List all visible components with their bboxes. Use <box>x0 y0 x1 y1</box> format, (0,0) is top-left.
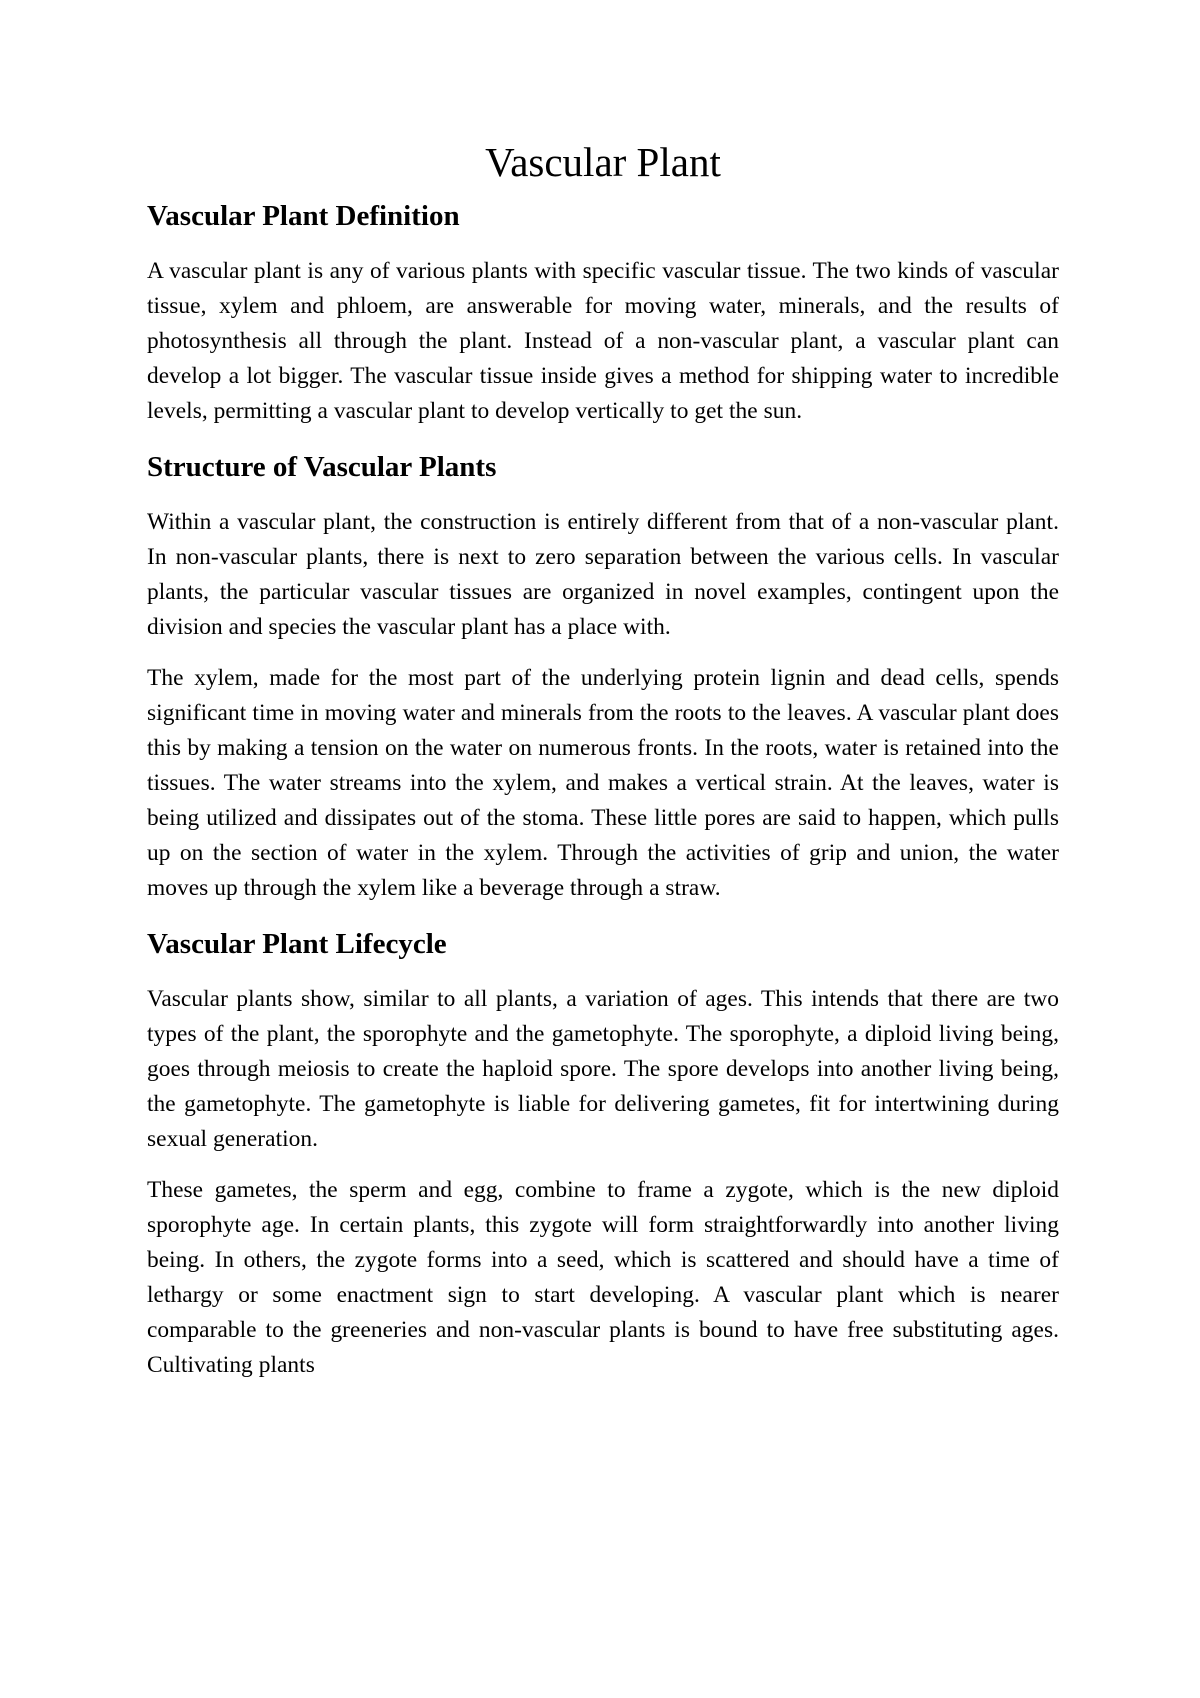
section-heading: Structure of Vascular Plants <box>147 451 497 483</box>
paragraph: Within a vascular plant, the construction is entirely different from that of a non-vascular plant. In non-vascular plants, there is next to zero separation between the various cells. In vascular plants, the particular vascular tissues are organized in novel examples, contingent upon the division and species the vascular plant has a place with. <box>147 509 1059 640</box>
paragraph: The xylem, made for the most part of the underlying protein lignin and dead cells, spends significant time in moving water and minerals from the roots to the leaves. A vascular plant does this by making a tension on the water on numerous fronts. In the roots, water is retained into the tissues. The water streams into the xylem, and makes a vertical strain. At the leaves, water is being utilized and dissipates out of the stoma. These little pores are said to happen, which pulls up on the section of water in the xylem. Through the activities of grip and union, the water moves up through the xylem like a beverage through a straw. <box>147 665 1059 901</box>
document-body <box>147 138 1059 1383</box>
section-heading: Vascular Plant Definition <box>147 200 460 232</box>
section-definition <box>147 196 1059 429</box>
section-lifecycle <box>147 924 1059 1383</box>
document-title: Vascular Plant <box>485 139 721 185</box>
paragraph: Vascular plants show, similar to all plants, a variation of ages. This intends that there are two types of the plant, the sporophyte and the gametophyte. The sporophyte, a diploid living being, goes through meiosis to create the haploid spore. The spore develops into another living being, the gametophyte. The gametophyte is liable for delivering gametes, fit for intertwining during sexual generation. <box>147 986 1059 1152</box>
section-structure <box>147 447 1059 906</box>
paragraph: A vascular plant is any of various plants with specific vascular tissue. The two kinds of vascular tissue, xylem and phloem, are answerable for moving water, minerals, and the results of photosynthesis all through the plant. Instead of a non-vascular plant, a vascular plant can develop a lot bigger. The vascular tissue inside gives a method for shipping water to incredible levels, permitting a vascular plant to develop vertically to get the sun. <box>147 258 1059 424</box>
section-heading: Vascular Plant Lifecycle <box>147 928 447 960</box>
paragraph: These gametes, the sperm and egg, combine to frame a zygote, which is the new diploid sporophyte age. In certain plants, this zygote will form straightforwardly into another living being. In others, the zygote forms into a seed, which is scattered and should have a time of lethargy or some enactment sign to start developing. A vascular plant which is nearer comparable to the greeneries and non-vascular plants is bound to have free substituting ages. Cultivating plants <box>147 1177 1059 1378</box>
